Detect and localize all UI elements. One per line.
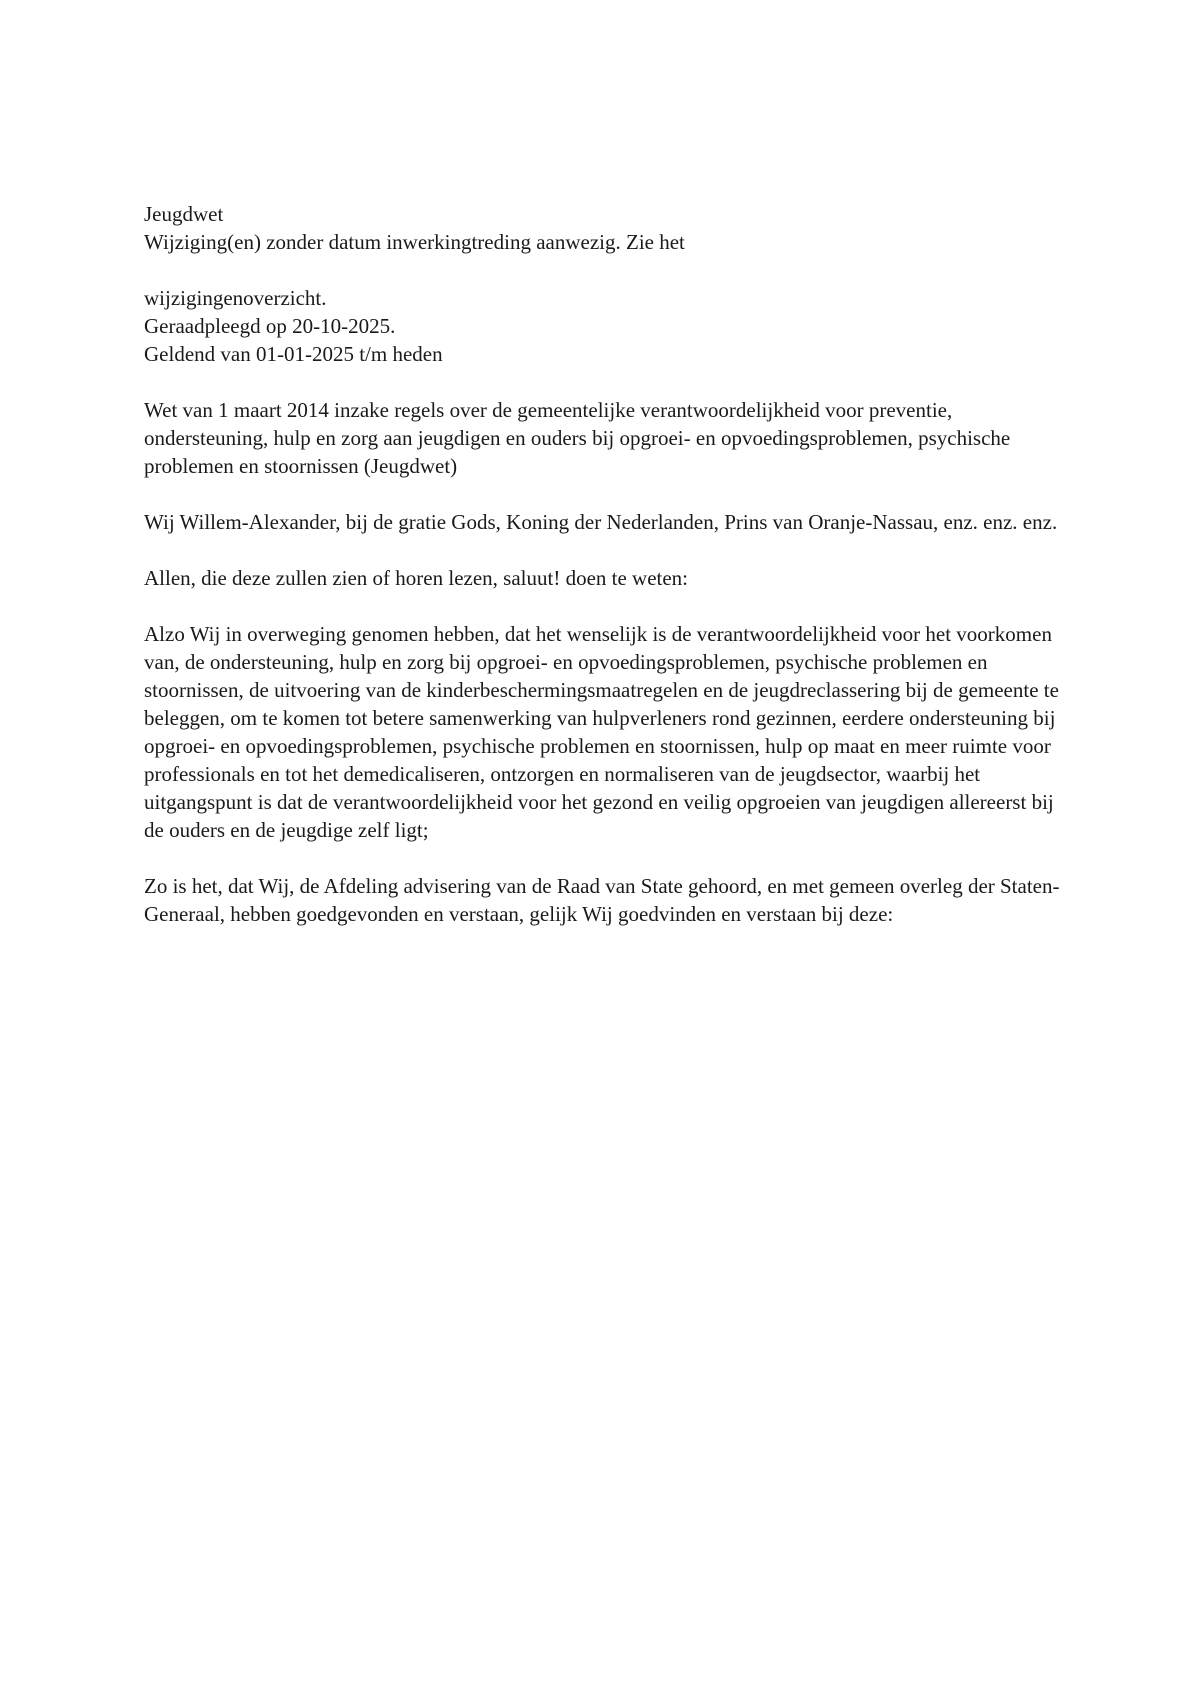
amendment-overview-link: wijzigingenoverzicht. [144,286,327,310]
spacer [144,536,1074,564]
consulted-date: Geraadpleegd op 20-10-2025. [144,314,396,338]
considerations-paragraph: Alzo Wij in overweging genomen hebben, dat het wenselijk is de verantwoordelijkheid voor het voorkomen van, de ondersteuning, hulp en zorg bij opgroei- en opvoedingsproblemen, psychische problemen en stoornissen, de uitvoering van de kinderbeschermingsmaatregelen en de jeugdreclassering bij de gemeente te beleggen, om te komen tot betere samenwerking van hulpverleners rond gezinnen, eerdere ondersteuning bij opgroei- en opvoedingsproblemen, psychische problemen en stoornissen, hulp op maat en meer ruimte voor professionals en tot het demedicaliseren, ontzorgen en normaliseren van de jeugdsector, waarbij het uitgangspunt is dat de verantwoordelijkheid voor het gezond en veilig opgroeien van jeugdigen allereerst bij de ouders en de jeugdige zelf ligt; [144,622,1059,842]
document-title: Jeugdwet [144,202,224,226]
preamble-greeting: Allen, die deze zullen zien of horen lezen, saluut! doen te weten: [144,566,689,590]
law-full-title: Wet van 1 maart 2014 inzake regels over de gemeentelijke verantwoordelijkheid voor preventie, ondersteuning, hulp en zorg aan jeugdigen en ouders bij opgroei- en opvoedingsproblemen, psychische problemen en stoornissen (Jeugdwet) [144,398,1011,478]
spacer [144,256,1074,284]
amendment-notice: Wijziging(en) zonder datum inwerkingtreding aanwezig. Zie het [144,230,685,254]
spacer [144,480,1074,508]
spacer [144,844,1074,872]
preamble-king: Wij Willem-Alexander, bij de gratie Gods, Koning der Nederlanden, Prins van Oranje-Nassau, enz. enz. enz. [144,510,1058,534]
document-body [144,200,1074,928]
spacer [144,592,1074,620]
validity-period: Geldend van 01-01-2025 t/m heden [144,342,443,366]
spacer [144,368,1074,396]
enactment-paragraph: Zo is het, dat Wij, de Afdeling advisering van de Raad van State gehoord, en met gemeen overleg der Staten-Generaal, hebben goedgevonden en verstaan, gelijk Wij goedvinden en verstaan bij deze: [144,874,1060,926]
